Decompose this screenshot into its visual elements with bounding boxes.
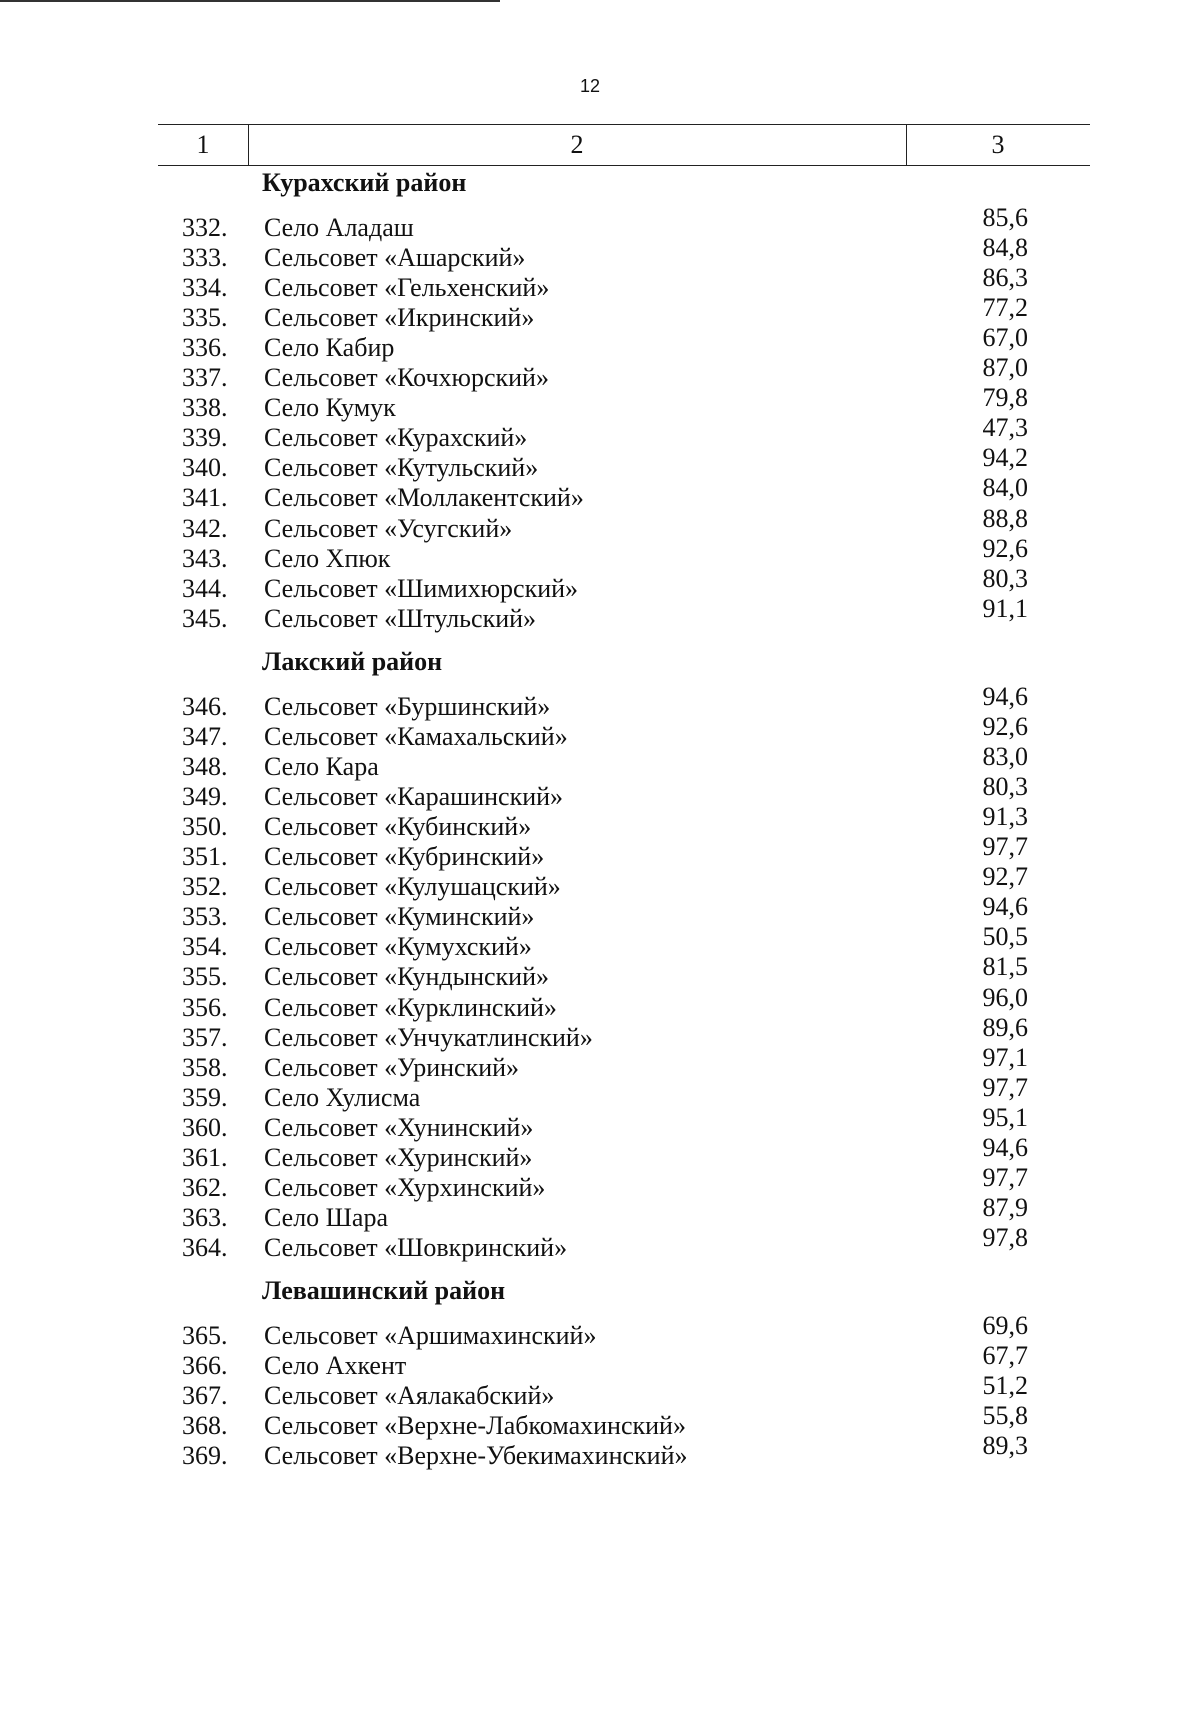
row-value: 69,6	[982, 1311, 1028, 1340]
row-number: 360.	[182, 1113, 228, 1142]
table-header	[158, 124, 1090, 166]
row-number: 351.	[182, 842, 228, 871]
row-value: 83,0	[982, 742, 1028, 771]
row-number: 335.	[182, 303, 228, 332]
row-name: Сельсовет «Хунинский»	[264, 1113, 534, 1142]
row-value: 97,7	[982, 832, 1028, 861]
row-value: 91,3	[982, 802, 1028, 831]
row-number: 354.	[182, 932, 228, 961]
row-name: Сельсовет «Карашинский»	[264, 782, 564, 811]
row-value: 92,6	[982, 712, 1028, 741]
row-number: 352.	[182, 872, 228, 901]
row-name: Сельсовет «Ашарский»	[264, 243, 526, 272]
row-name: Село Кабир	[264, 333, 395, 362]
row-value: 88,8	[982, 504, 1028, 533]
row-name: Сельсовет «Шимихюрский»	[264, 574, 579, 603]
row-value: 50,5	[982, 922, 1028, 951]
row-name: Село Хулисма	[264, 1083, 421, 1112]
row-value: 79,8	[982, 383, 1028, 412]
row-value: 96,0	[982, 983, 1028, 1012]
row-number: 339.	[182, 423, 228, 452]
row-number: 353.	[182, 902, 228, 931]
row-name: Сельсовет «Куминский»	[264, 902, 535, 931]
row-number: 350.	[182, 812, 228, 841]
row-value: 84,8	[982, 233, 1028, 262]
row-value: 95,1	[982, 1103, 1028, 1132]
row-value: 55,8	[982, 1401, 1028, 1430]
row-number: 368.	[182, 1411, 228, 1440]
row-value: 80,3	[982, 772, 1028, 801]
section-title: Курахский район	[262, 168, 467, 197]
row-number: 366.	[182, 1351, 228, 1380]
row-name: Сельсовет «Кубинский»	[264, 812, 532, 841]
row-number: 346.	[182, 692, 228, 721]
row-value: 87,0	[982, 353, 1028, 382]
row-number: 337.	[182, 363, 228, 392]
row-name: Сельсовет «Моллакентский»	[264, 483, 584, 512]
page-number: 12	[579, 76, 601, 96]
row-value: 97,8	[982, 1223, 1028, 1252]
row-number: 334.	[182, 273, 228, 302]
row-number: 343.	[182, 544, 228, 573]
row-value: 51,2	[982, 1371, 1028, 1400]
row-name: Сельсовет «Верхне-Убекимахинский»	[264, 1441, 688, 1470]
row-number: 344.	[182, 574, 228, 603]
row-number: 340.	[182, 453, 228, 482]
row-value: 77,2	[982, 293, 1028, 322]
row-value: 92,6	[982, 534, 1028, 563]
row-name: Сельсовет «Кочхюрский»	[264, 363, 549, 392]
row-number: 362.	[182, 1173, 228, 1202]
row-value: 97,7	[982, 1163, 1028, 1192]
row-number: 355.	[182, 962, 228, 991]
row-name: Село Шара	[264, 1203, 388, 1232]
row-number: 348.	[182, 752, 228, 781]
row-name: Сельсовет «Кутульский»	[264, 453, 539, 482]
row-name: Село Аладаш	[264, 213, 414, 242]
row-value: 89,6	[982, 1013, 1028, 1042]
row-value: 47,3	[982, 413, 1028, 442]
row-value: 97,1	[982, 1043, 1028, 1072]
row-name: Село Кумук	[264, 393, 396, 422]
section-title: Левашинский район	[262, 1276, 506, 1305]
row-number: 364.	[182, 1233, 228, 1262]
row-value: 92,7	[982, 862, 1028, 891]
row-number: 358.	[182, 1053, 228, 1082]
row-number: 361.	[182, 1143, 228, 1172]
row-value: 86,3	[982, 263, 1028, 292]
row-number: 363.	[182, 1203, 228, 1232]
row-name: Сельсовет «Гельхенский»	[264, 273, 550, 302]
row-value: 94,6	[982, 1133, 1028, 1162]
row-value: 94,6	[982, 892, 1028, 921]
header-bottom-rule	[158, 165, 1090, 166]
row-name: Сельсовет «Штульский»	[264, 604, 537, 633]
row-value: 81,5	[982, 952, 1028, 981]
row-name: Сельсовет «Кулушацский»	[264, 872, 561, 901]
row-name: Село Кара	[264, 752, 379, 781]
row-name: Сельсовет «Курклинский»	[264, 993, 557, 1022]
table-row	[0, 594, 1200, 636]
row-value: 89,3	[982, 1431, 1028, 1460]
row-name: Село Хпюк	[264, 544, 391, 573]
row-number: 357.	[182, 1023, 228, 1052]
row-name: Сельсовет «Усугский»	[264, 514, 513, 543]
row-number: 333.	[182, 243, 228, 272]
header-col-1: 1	[196, 130, 210, 159]
row-number: 349.	[182, 782, 228, 811]
row-value: 84,0	[982, 473, 1028, 502]
row-value: 87,9	[982, 1193, 1028, 1222]
row-number: 369.	[182, 1441, 228, 1470]
top-edge-rule	[0, 0, 500, 2]
row-number: 332.	[182, 213, 228, 242]
row-name: Сельсовет «Кундынский»	[264, 962, 550, 991]
row-value: 91,1	[982, 594, 1028, 623]
row-number: 341.	[182, 483, 228, 512]
header-col-2: 2	[570, 130, 584, 159]
row-value: 67,0	[982, 323, 1028, 352]
row-name: Сельсовет «Аялакабский»	[264, 1381, 555, 1410]
row-name: Село Ахкент	[264, 1351, 407, 1380]
row-number: 338.	[182, 393, 228, 422]
row-name: Сельсовет «Унчукатлинский»	[264, 1023, 593, 1052]
row-value: 80,3	[982, 564, 1028, 593]
row-number: 345.	[182, 604, 228, 633]
table-row	[0, 1431, 1200, 1473]
row-name: Сельсовет «Кумухский»	[264, 932, 532, 961]
row-number: 367.	[182, 1381, 228, 1410]
row-number: 359.	[182, 1083, 228, 1112]
row-name: Сельсовет «Курахский»	[264, 423, 528, 452]
row-value: 94,2	[982, 443, 1028, 472]
row-name: Сельсовет «Камахальский»	[264, 722, 568, 751]
section-title: Лакский район	[262, 647, 443, 676]
row-name: Сельсовет «Шовкринский»	[264, 1233, 568, 1262]
header-top-rule	[158, 124, 1090, 125]
row-number: 336.	[182, 333, 228, 362]
row-number: 342.	[182, 514, 228, 543]
row-name: Сельсовет «Хурхинский»	[264, 1173, 546, 1202]
row-name: Сельсовет «Верхне-Лабкомахинский»	[264, 1411, 686, 1440]
row-number: 347.	[182, 722, 228, 751]
header-col-3: 3	[991, 130, 1005, 159]
row-name: Сельсовет «Икринский»	[264, 303, 535, 332]
row-name: Сельсовет «Аршимахинский»	[264, 1321, 597, 1350]
row-value: 67,7	[982, 1341, 1028, 1370]
table-row	[0, 1223, 1200, 1265]
row-number: 365.	[182, 1321, 228, 1350]
row-name: Сельсовет «Уринский»	[264, 1053, 520, 1082]
row-name: Сельсовет «Буршинский»	[264, 692, 551, 721]
row-value: 97,7	[982, 1073, 1028, 1102]
row-name: Сельсовет «Хуринский»	[264, 1143, 533, 1172]
row-number: 356.	[182, 993, 228, 1022]
row-name: Сельсовет «Кубринский»	[264, 842, 545, 871]
row-value: 85,6	[982, 203, 1028, 232]
row-value: 94,6	[982, 682, 1028, 711]
